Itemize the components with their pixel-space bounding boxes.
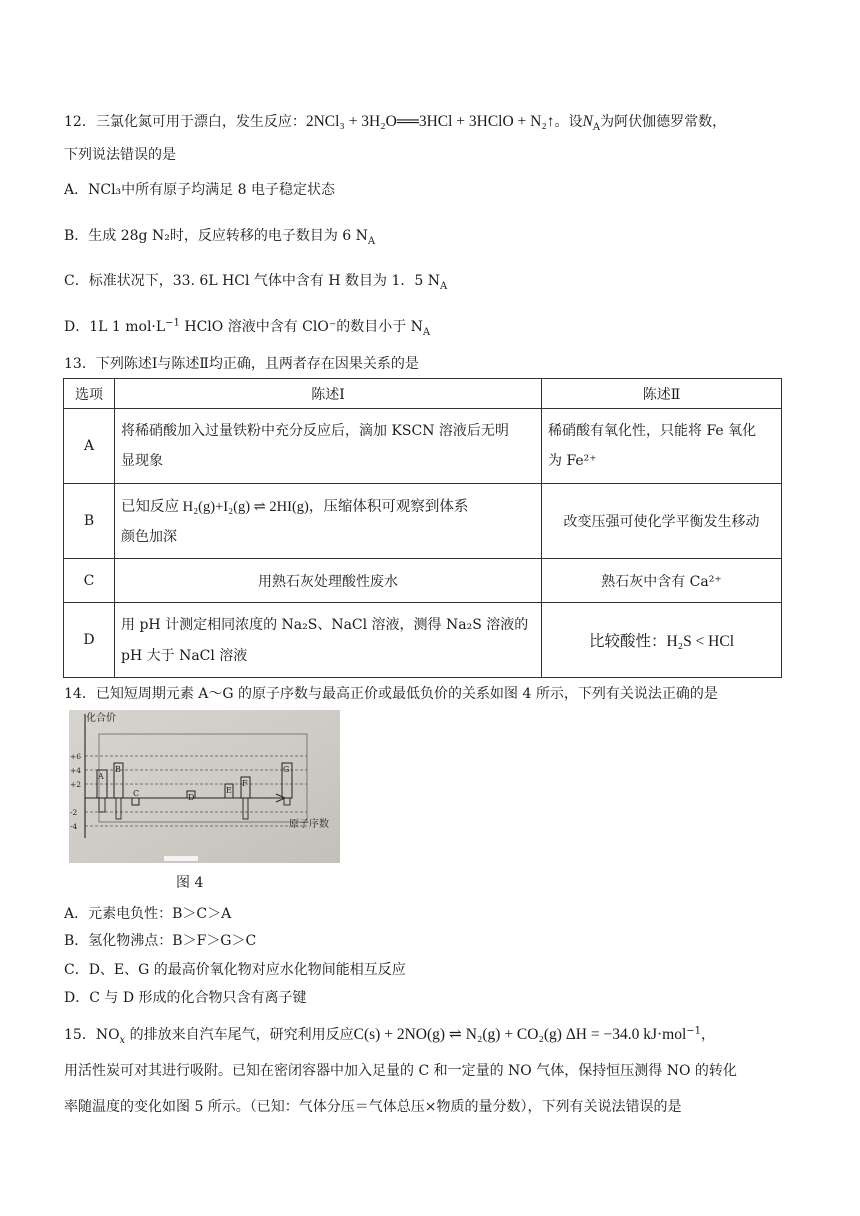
q13-table — [63, 378, 782, 678]
q14-stem: 14．已知短周期元素 A～G 的原子序数与最高正价或最低负价的关系如图 4 所示，下列有关说法正确的是 — [64, 686, 718, 702]
figure-background — [69, 710, 340, 863]
header-statement-1: 陈述Ⅰ — [115, 379, 542, 409]
y-tick-label: +6 — [70, 752, 82, 761]
row-a-s1-line1: 将稀硝酸加入过量铁粉中充分反应后，滴加 KSCN 溶液后无明 — [121, 423, 509, 439]
row-c-statement-1: 用熟石灰处理酸性废水 — [115, 559, 542, 603]
q13-stem: 13．下列陈述Ⅰ与陈述Ⅱ均正确，且两者存在因果关系的是 — [64, 356, 419, 372]
table-header-row — [64, 379, 782, 409]
element-label-a: A — [98, 772, 104, 781]
q12-stem-part2: 。设 — [554, 114, 583, 130]
q12-option-d — [64, 317, 430, 337]
q12-option-b-text: B．生成 28g N₂时，反应转移的电子数目为 6 N — [64, 228, 368, 244]
row-c-option: C — [64, 559, 115, 603]
q15-stem-line1 — [64, 1025, 715, 1045]
q14-option-c: C．D、E、G 的最高价氧化物对应水化物间能相互反应 — [64, 962, 406, 978]
q15-nox-sub: x — [119, 1034, 126, 1046]
q12-stem-part3: 为阿伏伽德罗常数， — [600, 114, 727, 130]
row-d-option: D — [64, 603, 115, 678]
q15-stem-line2: 用活性炭可对其进行吸附。已知在密闭容器中加入足量的 C 和一定量的 NO 气体，保持恒压测得 NO 的转化 — [64, 1063, 737, 1079]
photo-glare — [164, 856, 198, 861]
element-label-c: C — [133, 789, 140, 798]
row-b-s1-line2: 颜色加深 — [121, 529, 177, 545]
q12-option-a: A．NCl₃中所有原子均满足 8 电子稳定状态 — [64, 182, 335, 198]
q12-option-b-sub: A — [367, 235, 376, 247]
row-a-statement-2 — [542, 409, 782, 484]
row-a-s1-line2: 显现象 — [121, 453, 163, 469]
q12-stem-line2: 下列说法错误的是 — [64, 147, 176, 163]
element-label-f: F — [242, 779, 248, 788]
q15-nox: 15．NO — [64, 1027, 120, 1043]
y-tick-label: -4 — [70, 822, 78, 831]
q12-stem-line1 — [64, 112, 726, 132]
row-a-option: A — [64, 409, 115, 484]
q14-option-d: D．C 与 D 形成的化合物只含有离子键 — [64, 990, 307, 1006]
element-label-e: E — [226, 786, 232, 795]
y-tick-label: +2 — [70, 780, 82, 789]
q12-option-d-sup: −1 — [165, 317, 180, 329]
q12-option-c-text: C．标准状况下，33. 6L HCl 气体中含有 H 数目为 1．5 N — [64, 273, 441, 289]
y-tick-label: -2 — [70, 808, 78, 817]
q15-stem-end: ， — [701, 1027, 716, 1043]
row-c-statement-2: 熟石灰中含有 Ca²⁺ — [542, 559, 782, 603]
q15-reaction-sup: −1 — [686, 1025, 702, 1037]
row-a-s2-line1: 稀硝酸有氧化性，只能将 Fe 氧化 — [548, 423, 757, 439]
q12-stem-part1: 12．三氯化氮可用于漂白，发生反应： — [64, 114, 306, 130]
q12-option-b — [64, 226, 375, 246]
table-row — [64, 409, 782, 484]
row-b-statement-2: 改变压强可使化学平衡发生移动 — [542, 484, 782, 559]
q15-stem-mid: 的排放来自汽车尾气，研究利用反应 — [125, 1027, 354, 1043]
table-row — [64, 603, 782, 678]
row-b-statement-1 — [115, 484, 542, 559]
element-label-d: D — [188, 793, 195, 802]
q15-stem-line3: 率随温度的变化如图 5 所示。（已知：气体分压＝气体总压×物质的量分数），下列有关说法错误的是 — [64, 1099, 682, 1115]
row-a-statement-1 — [115, 409, 542, 484]
q14-option-b: B．氢化物沸点：B＞F＞G＞C — [64, 933, 257, 949]
row-d-statement-2: 比较酸性：H₂S < HCl — [542, 603, 782, 678]
row-d-statement-1 — [115, 603, 542, 678]
figure-4-caption: 图 4 — [176, 875, 204, 891]
figure-4-chart — [69, 710, 340, 863]
q15-reaction: C(s) + 2NO(g) ⇌ N₂(g) + CO₂(g) ΔH = −34.0 kJ·mol — [353, 1026, 687, 1043]
q12-na-sub: A — [592, 121, 601, 133]
element-label-g: G — [283, 765, 290, 774]
q14-option-a: A．元素电负性：B＞C＞A — [64, 906, 232, 922]
row-a-s2-line2: 为 Fe²⁺ — [548, 453, 597, 469]
header-option: 选项 — [64, 379, 115, 409]
q12-option-d-sub: A — [422, 326, 431, 338]
header-statement-2: 陈述Ⅱ — [542, 379, 782, 409]
y-axis-label: 化合价 — [86, 713, 116, 724]
x-axis-label: 原子序数 — [289, 819, 329, 830]
q12-option-c — [64, 271, 447, 291]
q12-na-symbol: N — [582, 113, 593, 130]
row-d-s1-line1: 用 pH 计测定相同浓度的 Na₂S、NaCl 溶液，测得 Na₂S 溶液的 — [121, 617, 529, 633]
table-row — [64, 484, 782, 559]
q12-option-d-prefix: D．1L 1 mol·L — [64, 319, 166, 335]
element-label-b: B — [115, 765, 121, 774]
q12-option-d-suffix: HClO 溶液中含有 ClO⁻的数目小于 N — [179, 319, 423, 335]
q12-option-c-sub: A — [440, 280, 448, 292]
table-row — [64, 559, 782, 603]
row-b-s1-line1: 已知反应 H₂(g)+I₂(g) ⇌ 2HI(g)，压缩体积可观察到体系 — [121, 499, 469, 515]
row-d-s1-line2: pH 大于 NaCl 溶液 — [121, 648, 248, 664]
y-tick-label: +4 — [70, 766, 82, 775]
q12-reaction: 2NCl₃ + 3H₂O══3HCl + 3HClO + N₂↑ — [305, 113, 555, 130]
row-b-option: B — [64, 484, 115, 559]
